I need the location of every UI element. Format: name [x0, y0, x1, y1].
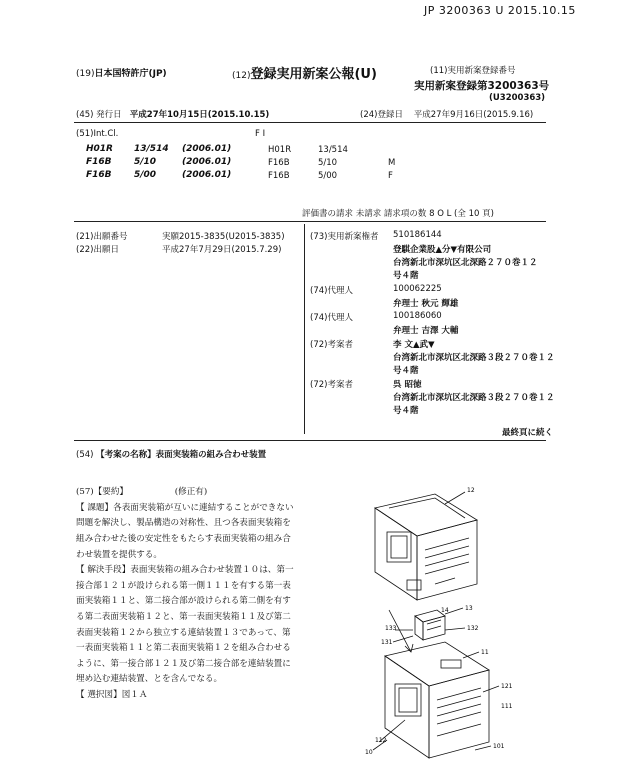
registration-date-label: (24)登録日	[360, 110, 403, 120]
ref-numeral: 13	[465, 605, 473, 612]
abstract-line: 【 選択図】図１Ａ	[76, 690, 148, 700]
rights-holder-label: (73)実用新案権者	[310, 232, 379, 242]
agent-id: 100186060	[393, 311, 442, 321]
header-rule	[74, 122, 546, 123]
application-number-label: (21)出願番号	[76, 232, 128, 242]
title-label: 【考案の名称】	[96, 450, 156, 460]
ref-numeral: 111	[501, 703, 513, 710]
agent-name: 弁理士 秋元 輝雄	[393, 299, 459, 309]
application-date-label: (22)出願日	[76, 245, 119, 255]
issue-date-line	[76, 108, 269, 120]
registration-number-label: (11)実用新案登録番号	[430, 66, 516, 76]
publication-kind-number: (12)	[232, 71, 251, 81]
upper-surface-mount-box	[375, 494, 477, 600]
fi-code: F16B	[268, 171, 290, 181]
patent-drawing	[345, 480, 545, 775]
abstract-line: 表面実装箱１２から独立する連結装置１３であって、第	[76, 628, 291, 638]
abstract-line: 接合部１２１が設けられる第一側１１１を有する第一表	[76, 581, 291, 591]
application-number: 実願2015-3835(U2015-3835)	[162, 232, 285, 242]
document-reference: JP 3200363 U 2015.10.15	[424, 4, 576, 17]
inventor-name: 李 文▲武▼	[393, 340, 435, 350]
connecting-device	[415, 610, 445, 640]
ipc-code: F16B	[86, 157, 112, 167]
ipc-subgroup: 5/00	[134, 170, 157, 180]
ref-numeral: 11	[481, 649, 489, 656]
rights-holder-address: 台湾新北市深坑区北深路２７０巻１２	[393, 258, 538, 268]
abstract-line: る第二表面実装箱１２と、第一表面実装箱１１及び第二	[76, 612, 291, 622]
title-number: (54)	[76, 450, 94, 460]
continued-note: 最終頁に続く	[502, 428, 554, 438]
agent-id: 100062225	[393, 284, 442, 294]
issue-number: (45)	[76, 110, 94, 120]
ref-numeral: 132	[467, 625, 479, 632]
fi-flag: F	[388, 171, 393, 181]
ipc-code: H01R	[86, 144, 113, 154]
ref-numeral: 101	[493, 743, 505, 750]
ref-numeral: 112	[375, 737, 387, 744]
fi-subgroup: 5/10	[318, 158, 338, 168]
inventor-label: (72)考案者	[310, 380, 353, 390]
ref-numeral: 133	[385, 625, 397, 632]
ref-numeral: 12	[467, 487, 475, 494]
agent-name: 弁理士 吉澤 大輔	[393, 326, 459, 336]
agent-label: (74)代理人	[310, 286, 353, 296]
inventor-label: (72)考案者	[310, 340, 353, 350]
rights-holder-name: 登騏企業股▲分▼有限公司	[393, 245, 492, 255]
publication-kind-line	[232, 63, 377, 82]
ipc-version: (2006.01)	[182, 144, 232, 154]
ref-numeral: 121	[501, 683, 513, 690]
inventor-address: 号４階	[393, 406, 419, 416]
abstract-line: ように、第一接合部１２１及び第二接合部を連結装置に	[76, 659, 291, 669]
inventor-address: 台湾新北市深坑区北深路３段２７０巻１２	[393, 353, 555, 363]
ref-numeral: 131	[381, 639, 393, 646]
rights-holder-address: 号４階	[393, 271, 419, 281]
bibliographic-rule	[74, 440, 546, 441]
inventor-name: 呉 昭徳	[393, 380, 422, 390]
fi-label: F I	[255, 129, 266, 139]
fi-subgroup: 13/514	[318, 145, 348, 155]
ipc-version: (2006.01)	[182, 170, 232, 180]
ipc-code: F16B	[86, 170, 112, 180]
lower-surface-mount-box	[385, 642, 489, 758]
utility-model-title: 表面実装箱の組み合わせ装置	[155, 450, 267, 460]
abstract-line: わせ装置を提供する。	[76, 550, 162, 560]
int-cl-label: (51)Int.Cl.	[76, 129, 119, 139]
office-name: 日本国特許庁(JP)	[94, 69, 167, 79]
issue-date: 平成27年10月15日(2015.10.15)	[129, 110, 270, 120]
abstract-line: 組み合わせた後の安定性をもたらす表面実装箱の組み合	[76, 534, 291, 544]
ref-numeral: 10	[365, 749, 373, 756]
fi-code: F16B	[268, 158, 290, 168]
classification-rule	[74, 221, 546, 222]
fi-code: H01R	[268, 145, 292, 155]
abstract-note: (修正有)	[174, 487, 208, 497]
registration-date-line	[360, 108, 533, 120]
issue-label: 発行日	[96, 110, 122, 120]
examination-line: 評価書の請求 未請求 請求項の数 8 O L (全 10 頁)	[302, 209, 494, 219]
ref-numeral: 14	[441, 607, 449, 614]
rights-holder-id: 510186144	[393, 230, 442, 240]
inventor-address: 台湾新北市深坑区北深路３段２７０巻１２	[393, 393, 555, 403]
ipc-subgroup: 13/514	[134, 144, 169, 154]
abstract-line: 【 課題】各表面実装箱が互いに連結することができない	[76, 503, 294, 513]
ipc-subgroup: 5/10	[134, 157, 157, 167]
abstract-line: 問題を解決し、製品構造の対称性、且つ各表面実装箱を	[76, 518, 291, 528]
inventor-address: 号４階	[393, 366, 419, 376]
fi-subgroup: 5/00	[318, 171, 338, 181]
office-line	[76, 66, 167, 79]
abstract-line: 埋め込む連結装置、とを含んでなる。	[76, 674, 223, 684]
abstract-heading	[76, 485, 207, 501]
agent-label: (74)代理人	[310, 313, 353, 323]
abstract-line: 【 解決手段】表面実装箱の組み合わせ装置１０は、第一	[76, 565, 294, 575]
fi-flag: M	[388, 158, 396, 168]
column-divider	[304, 224, 305, 434]
registration-number-sub: (U3200363)	[489, 93, 546, 103]
registration-date: 平成27年9月16日(2015.9.16)	[413, 110, 534, 120]
ipc-version: (2006.01)	[182, 157, 232, 167]
title-line	[76, 448, 266, 460]
office-number: (19)	[76, 69, 95, 79]
abstract-line: 一表面実装箱１１と第二表面実装箱１２を組み合わせる	[76, 643, 291, 653]
abstract-line: 面実装箱１１と、第二接合部が設けられる第二側を有す	[76, 596, 291, 606]
publication-kind: 登録実用新案公報(U)	[250, 67, 377, 82]
application-date: 平成27年7月29日(2015.7.29)	[162, 245, 282, 255]
abstract-label: (57)【要約】	[76, 487, 129, 497]
registration-number: 実用新案登録第3200363号	[414, 80, 550, 92]
